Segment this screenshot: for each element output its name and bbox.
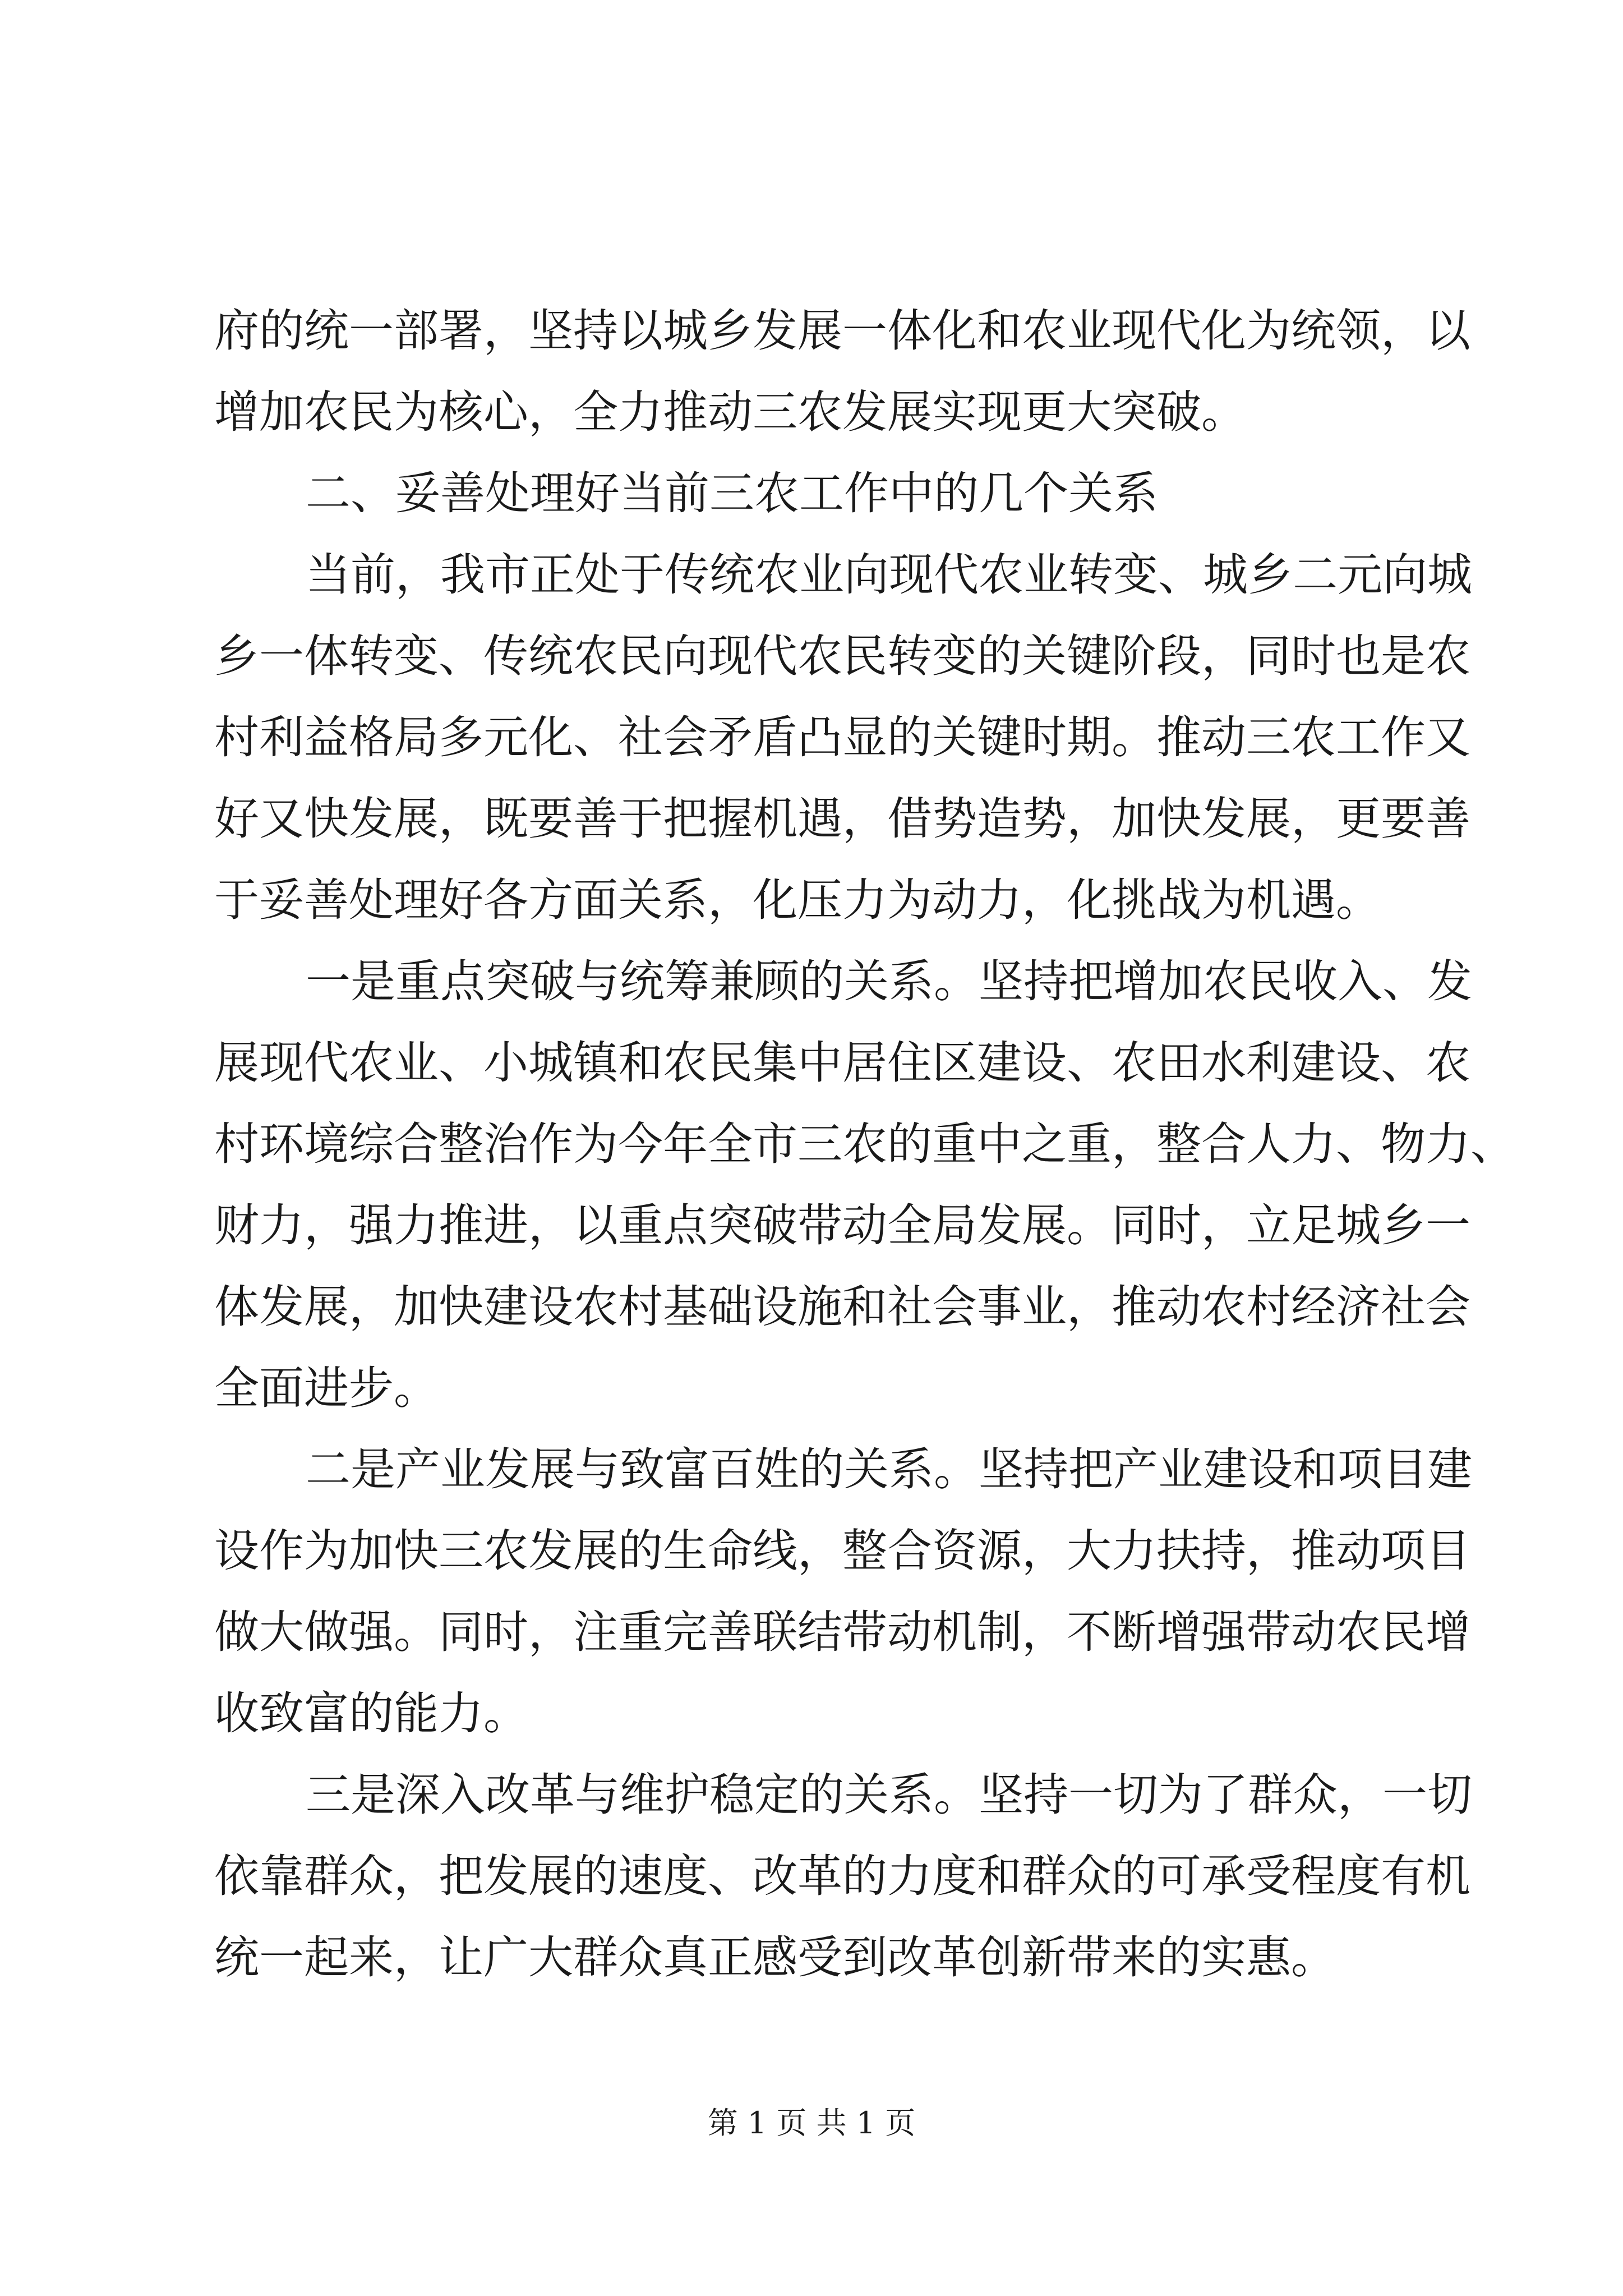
paragraph-line: 全面进步。 [214, 1362, 439, 1414]
paragraph-line: 展现代农业、小城镇和农民集中居住区建设、农田水利建设、农 [214, 1037, 1470, 1089]
section-heading: 二、妥善处理好当前三农工作中的几个关系 [306, 467, 1158, 519]
paragraph-line: 增加农民为核心，全力推动三农发展实现更大突破。 [214, 386, 1246, 438]
paragraph-line: 依靠群众，把发展的速度、改革的力度和群众的可承受程度有机 [214, 1850, 1470, 1902]
paragraph-line: 统一起来，让广大群众真正感受到改革创新带来的实惠。 [214, 1931, 1336, 1984]
paragraph-line: 做大做强。同时，注重完善联结带动机制，不断增强带动农民增 [214, 1606, 1470, 1658]
paragraph-line: 村环境综合整治作为今年全市三农的重中之重，整合人力、物力、 [214, 1118, 1515, 1170]
paragraph-line: 设作为加快三农发展的生命线，整合资源，大力扶持，推动项目 [214, 1525, 1470, 1577]
paragraph-line: 财力，强力推进，以重点突破带动全局发展。同时，立足城乡一 [214, 1199, 1470, 1251]
paragraph-line: 府的统一部署，坚持以城乡发展一体化和农业现代化为统领，以 [214, 305, 1470, 357]
paragraph-line: 体发展，加快建设农村基础设施和社会事业，推动农村经济社会 [214, 1281, 1470, 1333]
paragraph-line: 当前，我市正处于传统农业向现代农业转变、城乡二元向城 [306, 549, 1472, 601]
paragraph-line: 好又快发展，既要善于把握机遇，借势造势，加快发展，更要善 [214, 793, 1470, 845]
page-footer: 第 1 页 共 1 页 [707, 2105, 916, 2141]
paragraph-line: 于妥善处理好各方面关系，化压力为动力，化挑战为机遇。 [214, 874, 1381, 926]
paragraph-line: 一是重点突破与统筹兼顾的关系。坚持把增加农民收入、发 [306, 955, 1472, 1007]
paragraph-line: 乡一体转变、传统农民向现代农民转变的关键阶段，同时也是农 [214, 630, 1470, 682]
paragraph-line: 收致富的能力。 [214, 1687, 528, 1740]
paragraph-line: 三是深入改革与维护稳定的关系。坚持一切为了群众，一切 [306, 1769, 1472, 1821]
paragraph-line: 二是产业发展与致富百姓的关系。坚持把产业建设和项目建 [306, 1443, 1472, 1496]
paragraph-line: 村利益格局多元化、社会矛盾凸显的关键时期。推动三农工作又 [214, 711, 1470, 763]
